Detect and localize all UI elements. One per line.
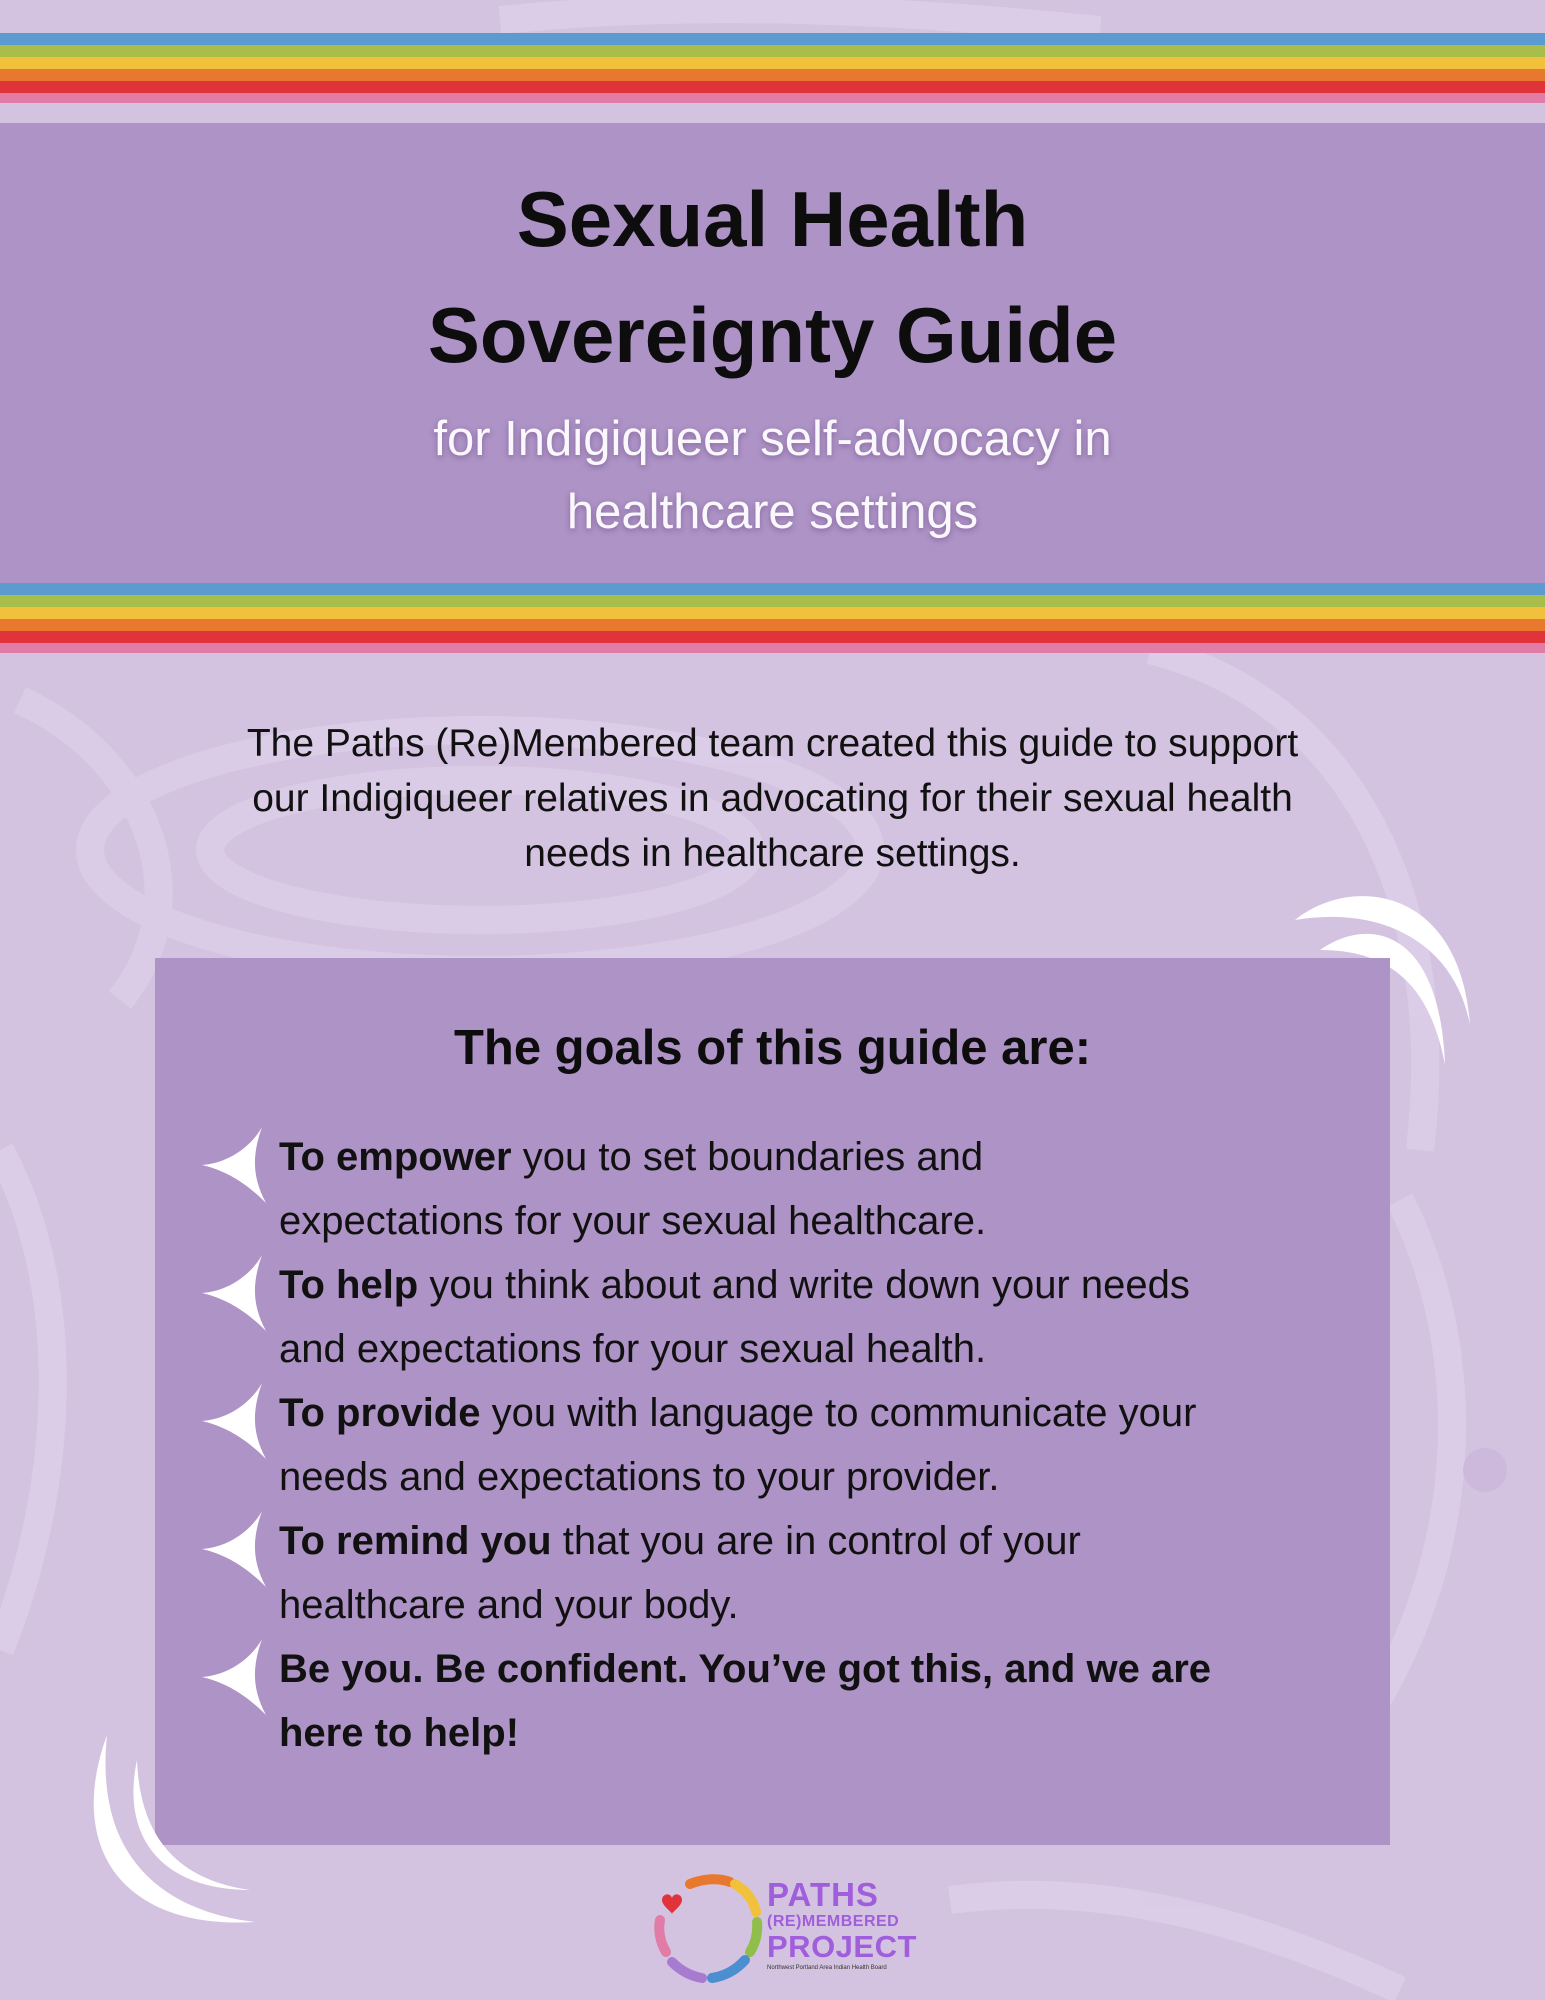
logo-remembered: (RE)MEMBERED <box>767 1913 900 1930</box>
page-title <box>0 161 1545 393</box>
goals-heading: The goals of this guide are: <box>453 1021 1092 1075</box>
intro-line-1: The Paths (Re)Membered team created this guide to support <box>246 722 1299 765</box>
goal-rest: you with language to communicate your <box>480 1391 1197 1435</box>
goals-list <box>155 1125 1390 1765</box>
logo-wordmark <box>767 1876 917 1971</box>
goal-line-2: expectations for your sexual healthcare. <box>279 1199 987 1243</box>
header-banner <box>0 123 1545 583</box>
goal-item-remind <box>155 1509 1390 1637</box>
goal-line-2: and expectations for your sexual health. <box>279 1327 987 1371</box>
rainbow-stripes-top <box>0 33 1545 123</box>
goal-text <box>279 1253 1369 1381</box>
title-line-1: Sexual Health <box>516 175 1029 263</box>
goal-text <box>279 1637 1369 1765</box>
logo-organization: Northwest Portland Area Indian Health Board <box>767 1965 887 1971</box>
goal-lead: To provide <box>279 1391 481 1435</box>
goal-lead: To empower <box>279 1135 512 1179</box>
rainbow-stripes-bottom <box>0 583 1545 673</box>
goal-line-2: needs and expectations to your provider. <box>279 1455 1000 1499</box>
intro-line-2: our Indigiqueer relatives in advocating for their sexual health <box>252 777 1293 820</box>
logo-project: PROJECT <box>767 1929 917 1964</box>
subtitle-line-2: healthcare settings <box>566 485 979 539</box>
goal-line-2: here to help! <box>279 1711 520 1755</box>
swoosh-bottom-left-icon <box>65 1730 265 1930</box>
intro-line-3: needs in healthcare settings. <box>524 832 1021 875</box>
intro-paragraph <box>120 716 1425 881</box>
subtitle-line-1: for Indigiqueer self-advocacy in <box>433 412 1112 466</box>
arrowhead-bullet-icon <box>200 1637 270 1717</box>
page-subtitle <box>0 403 1545 549</box>
goal-text <box>279 1509 1369 1637</box>
goal-line-2: healthcare and your body. <box>279 1583 739 1627</box>
goal-item-help <box>155 1253 1390 1381</box>
goal-rest: you to set boundaries and <box>511 1135 984 1179</box>
arrowhead-bullet-icon <box>200 1125 270 1205</box>
arrowhead-bullet-icon <box>200 1253 270 1333</box>
goal-lead: Be you. Be confident. You’ve got this, and we are <box>279 1647 1212 1691</box>
goal-item-empower <box>155 1125 1390 1253</box>
arrowhead-bullet-icon <box>200 1381 270 1461</box>
goal-text <box>279 1381 1369 1509</box>
feather-circle-logo-icon <box>650 1872 765 1987</box>
goal-item-provide <box>155 1381 1390 1509</box>
goal-rest: you think about and write down your needs <box>418 1263 1190 1307</box>
logo-paths: PATHS <box>767 1876 879 1913</box>
goal-lead: To remind you <box>279 1519 552 1563</box>
title-line-2: Sovereignty Guide <box>427 291 1118 379</box>
goals-panel <box>155 958 1390 1845</box>
paths-remembered-logo <box>650 1872 917 1987</box>
goal-rest: that you are in control of your <box>551 1519 1081 1563</box>
goal-text <box>279 1125 1369 1253</box>
goal-item-confidence <box>155 1637 1390 1765</box>
arrowhead-bullet-icon <box>200 1509 270 1589</box>
goal-lead: To help <box>279 1263 419 1307</box>
